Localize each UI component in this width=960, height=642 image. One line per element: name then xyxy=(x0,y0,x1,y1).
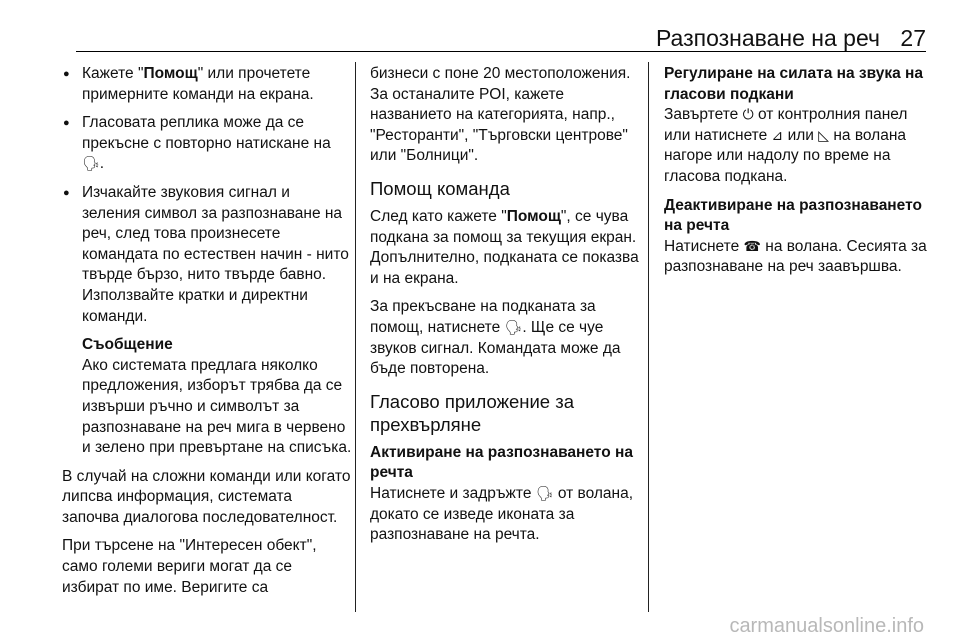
paragraph: Натиснете ☎ на волана. Сесията за разпознаване на реч заавършва. xyxy=(664,237,927,276)
paragraph: След като кажете "Помощ", се чува подкана за помощ за текущия екран. Допълнително, подканата се показва и на екрана. xyxy=(370,207,639,287)
paragraph: Натиснете и задръжте 🗣 от волана, докато се изведе иконата за разпознаване на речта. xyxy=(370,484,634,544)
column-divider xyxy=(355,62,356,612)
subheading-activate: Активиране на разпознаването на речта xyxy=(370,443,633,482)
column-1 xyxy=(62,64,352,606)
voice-icon: 🗣 xyxy=(82,156,100,173)
header-rule xyxy=(76,51,926,52)
volume-down-icon: ◺ xyxy=(818,127,830,144)
section-heading-voice-pass-through: Гласово приложение за прехвърляне xyxy=(370,390,574,435)
bullet-item: ● Кажете "Помощ" или прочетете примерните команди на екрана. xyxy=(62,64,352,105)
paragraph: Завъртете ⏻ от контролния панел или натиснете ⊿ или ◺ на волана нагоре или надолу по време на гласова подкана. xyxy=(664,106,908,185)
subheading-volume: Регулиране на силата на звука на гласови подкани xyxy=(664,65,924,103)
watermark: carmanualsonline.info xyxy=(729,615,924,637)
page-title: Разпознаване на реч xyxy=(655,25,880,51)
section-heading-help: Помощ команда xyxy=(370,177,510,199)
subheading-deactivate: Деактивиране на разпознаването на речта xyxy=(664,196,922,235)
voice-icon: 🗣 xyxy=(535,485,554,502)
power-icon: ⏻ xyxy=(742,107,754,124)
note-block xyxy=(62,335,352,459)
column-2 xyxy=(370,64,642,554)
page-number: 27 xyxy=(900,25,926,51)
paragraph: За прекъсване на подканата за помощ, натиснете 🗣. Ще се чуе звуков сигнал. Командата може да бъде повторена. xyxy=(370,298,621,378)
volume-up-icon: ⊿ xyxy=(771,127,784,144)
bullet-item: ● Изчакайте звуковия сигнал и зеления символ за разпознаване на реч, след това произнесете командата по естествен начин - нито твърде бързо, нито твърде бавно. Използвайте кратки и директни команди. xyxy=(62,183,352,327)
note-title: Съобщение xyxy=(82,336,173,354)
note-text: Ако системата предлага няколко предложения, изборът трябва да се извърши ръчно и символът за разпознаване на реч мига в червено и зелено при превъртане на списъка. xyxy=(82,356,352,457)
voice-icon: 🗣 xyxy=(504,319,523,336)
paragraph: В случай на сложни команди или когато липсва информация, системата започва диалогова последователност. xyxy=(62,467,351,526)
bullet-item: ● Гласовата реплика може да се прекъсне с повторно натискане на 🗣. xyxy=(62,113,352,175)
column-3 xyxy=(664,64,932,286)
paragraph: бизнеси с поне 20 местоположения. За останалите POI, кажете названието на категорията, напр., "Ресторанти", "Търговски центрове" или "Болници". xyxy=(370,65,631,165)
hangup-icon: ☎ xyxy=(743,238,761,255)
paragraph: При търсене на "Интересен обект", само големи вериги могат да се избират по име. Веригите са xyxy=(62,537,317,596)
page-header xyxy=(0,0,960,52)
column-divider xyxy=(648,62,649,612)
